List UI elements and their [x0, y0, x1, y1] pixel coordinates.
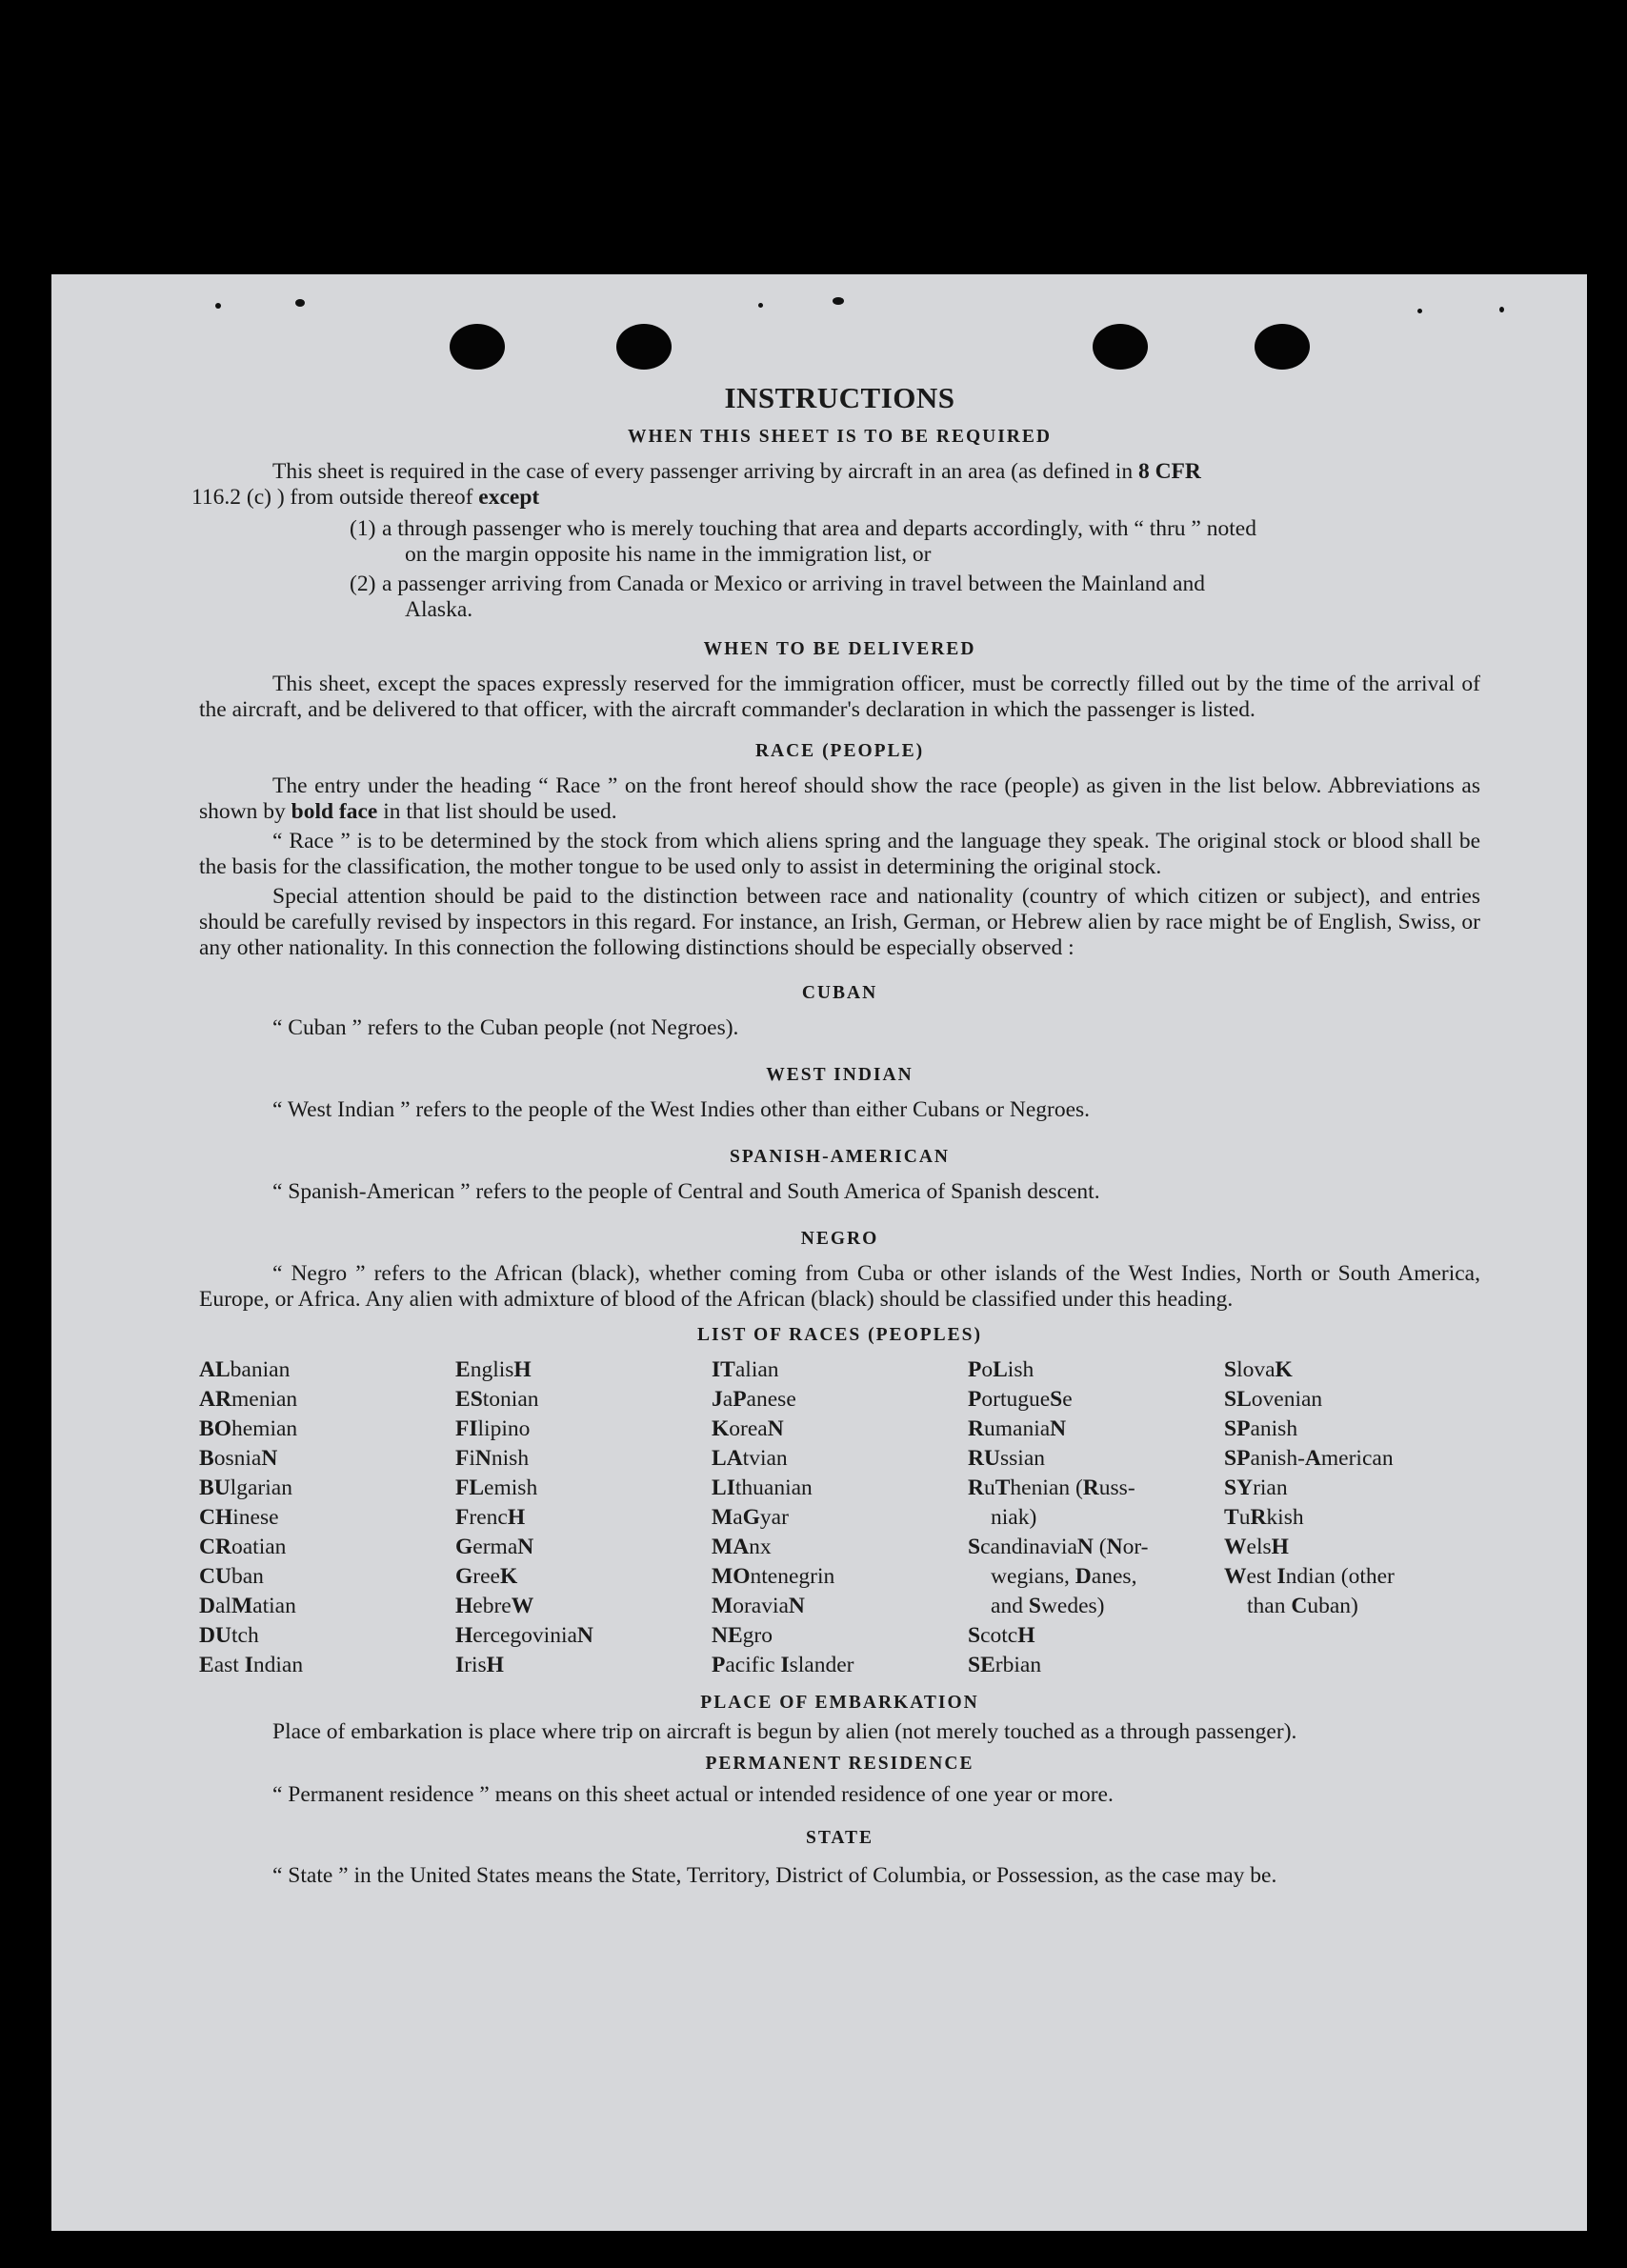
race-entry: ITalian	[712, 1357, 779, 1382]
heading-race: RACE (PEOPLE)	[754, 741, 925, 761]
race-entry: DalMatian	[199, 1594, 296, 1618]
race-entry: EStonian	[455, 1387, 539, 1412]
race-entry: LAtvian	[712, 1446, 788, 1471]
race-entry: SYrian	[1224, 1475, 1288, 1500]
race-entry: BUlgarian	[199, 1475, 292, 1500]
race-entry: FrencH	[455, 1505, 526, 1530]
race-entry: KoreaN	[712, 1416, 784, 1441]
race-entry: SLovenian	[1224, 1387, 1323, 1412]
paragraph-when-required-cont: 116.2 (c) ) from outside thereof except	[191, 485, 540, 510]
races-column	[199, 1355, 455, 1680]
race-entry: CHinese	[199, 1505, 279, 1530]
race-entry: TuRkish	[1224, 1505, 1304, 1530]
race-entry: West Indian (other	[1224, 1564, 1395, 1589]
race-entry: MaGyar	[712, 1505, 789, 1530]
paragraph-when-required: This sheet is required in the case of every passenger arriving by aircraft in an area (as defined in 8 CFR	[272, 459, 1201, 484]
race-entry: HercegoviniaN	[455, 1623, 593, 1648]
race-entry: WelsH	[1224, 1535, 1289, 1559]
paragraph-west-indian: “ West Indian ” refers to the people of the West Indies other than either Cubans or Negroes.	[272, 1097, 1091, 1122]
race-entry: MoraviaN	[712, 1594, 805, 1618]
instructions-body	[191, 381, 1480, 1891]
race-entry: FiNnish	[455, 1446, 530, 1471]
race-entry: GermaN	[455, 1535, 534, 1559]
heading-permanent-residence: PERMANENT RESIDENCE	[705, 1754, 974, 1774]
race-entry: niak)	[991, 1505, 1037, 1530]
paragraph-negro: “ Negro ” refers to the African (black), whether coming from Cuba or other islands of the West Indies, North or South America, Europe, or Africa. Any alien with admixture of blood of the African (black) should be classified under this heading.	[199, 1261, 1480, 1312]
race-entry: FIlipino	[455, 1416, 531, 1441]
race-entry: FLemish	[455, 1475, 538, 1500]
race-entry: ALbanian	[199, 1357, 291, 1382]
punch-hole	[1255, 324, 1310, 370]
race-entry: EnglisH	[455, 1357, 532, 1382]
races-column	[455, 1355, 712, 1680]
heading-state: STATE	[805, 1828, 874, 1848]
race-entry: RUssian	[968, 1446, 1045, 1471]
punch-hole	[1093, 324, 1148, 370]
heading-list-of-races: LIST OF RACES (PEOPLES)	[696, 1325, 982, 1345]
race-entry: NEgro	[712, 1623, 773, 1648]
paragraph-when-delivered: This sheet, except the spaces expressly reserved for the immigration officer, must be correctly filled out by the time of the arrival of the aircraft, and be delivered to that officer, with the aircraft commander's declaration in which the passenger is listed.	[199, 672, 1480, 722]
race-entry: JaPanese	[712, 1387, 796, 1412]
punch-hole	[450, 324, 505, 370]
race-entry: HebreW	[455, 1594, 534, 1618]
race-entry: East Indian	[199, 1653, 304, 1677]
heading-when-required: WHEN THIS SHEET IS TO BE REQUIRED	[628, 427, 1052, 447]
race-entry: SPanish	[1224, 1416, 1298, 1441]
exception-item-1: (1) a through passenger who is merely touching that area and departs accordingly, with “ thru ” noted on the margin opposite his name in the immigration list, or	[350, 516, 1256, 567]
paragraph-race-2: “ Race ” is to be determined by the stock from which aliens spring and the language they speak. The original stock or blood shall be the basis for the classification, the mother tongue to be used only to assist in determining the original stock.	[199, 829, 1480, 879]
races-table	[199, 1355, 1480, 1680]
paragraph-permanent-residence: “ Permanent residence ” means on this sheet actual or intended residence of one year or more.	[272, 1782, 1114, 1807]
races-column	[968, 1355, 1224, 1680]
page-title: INSTRUCTIONS	[724, 381, 955, 414]
race-entry: than Cuban)	[1247, 1594, 1358, 1618]
race-entry: CRoatian	[199, 1535, 287, 1559]
race-entry: DUtch	[199, 1623, 259, 1648]
race-entry: PortugueSe	[968, 1387, 1073, 1412]
race-entry: GreeK	[455, 1564, 518, 1589]
heading-place-of-embarkation: PLACE OF EMBARKATION	[700, 1693, 979, 1713]
heading-west-indian: WEST INDIAN	[766, 1065, 914, 1085]
paragraph-spanish-american: “ Spanish-American ” refers to the people of Central and South America of Spanish descent.	[272, 1179, 1100, 1204]
race-entry: RumaniaN	[968, 1416, 1067, 1441]
exception-item-2: (2) a passenger arriving from Canada or Mexico or arriving in travel between the Mainland and Alaska.	[350, 572, 1205, 622]
race-entry: SPanish-American	[1224, 1446, 1394, 1471]
paragraph-state: “ State ” in the United States means the State, Territory, District of Columbia, or Possession, as the case may be.	[272, 1863, 1277, 1888]
races-column	[1224, 1355, 1480, 1680]
race-entry: SlovaK	[1224, 1357, 1293, 1382]
race-entry: wegians, Danes,	[991, 1564, 1137, 1589]
race-entry: PoLish	[968, 1357, 1034, 1382]
paragraph-race-1: The entry under the heading “ Race ” on the front hereof should show the race (people) as given in the list below. Abbreviations as shown by bold face in that list should be used.	[199, 773, 1480, 824]
race-entry: and Swedes)	[991, 1594, 1105, 1618]
heading-negro: NEGRO	[800, 1229, 879, 1249]
heading-spanish-american: SPANISH-AMERICAN	[730, 1147, 950, 1167]
race-entry: BOhemian	[199, 1416, 298, 1441]
race-entry: MOntenegrin	[712, 1564, 835, 1589]
race-entry: LIthuanian	[712, 1475, 813, 1500]
race-entry: ScotcH	[968, 1623, 1035, 1648]
race-entry: ARmenian	[199, 1387, 298, 1412]
paragraph-race-3: Special attention should be paid to the distinction between race and nationality (country of which citizen or subject), and entries should be carefully revised by inspectors in this regard. For instance, an Irish, German, or Hebrew alien by race might be of English, Swiss, or any other nationality. In this connection the following distinctions should be especially observed :	[199, 884, 1480, 960]
race-entry: SErbian	[968, 1653, 1042, 1677]
heading-when-delivered: WHEN TO BE DELIVERED	[703, 639, 976, 659]
heading-cuban: CUBAN	[801, 983, 878, 1003]
race-entry: RuThenian (Russ-	[968, 1475, 1135, 1500]
form-sheet	[51, 274, 1587, 2231]
races-column	[712, 1355, 968, 1680]
paragraph-cuban: “ Cuban ” refers to the Cuban people (not Negroes).	[272, 1015, 739, 1040]
race-entry: MAnx	[712, 1535, 772, 1559]
race-entry: ScandinaviaN (Nor-	[968, 1535, 1149, 1559]
race-entry: IrisH	[455, 1653, 504, 1677]
race-entry: Pacific Islander	[712, 1653, 854, 1677]
race-entry: CUban	[199, 1564, 264, 1589]
paragraph-place-of-embarkation: Place of embarkation is place where trip on aircraft is begun by alien (not merely touched as a through passenger).	[272, 1719, 1297, 1744]
race-entry: BosniaN	[199, 1446, 278, 1471]
punch-hole	[616, 324, 672, 370]
